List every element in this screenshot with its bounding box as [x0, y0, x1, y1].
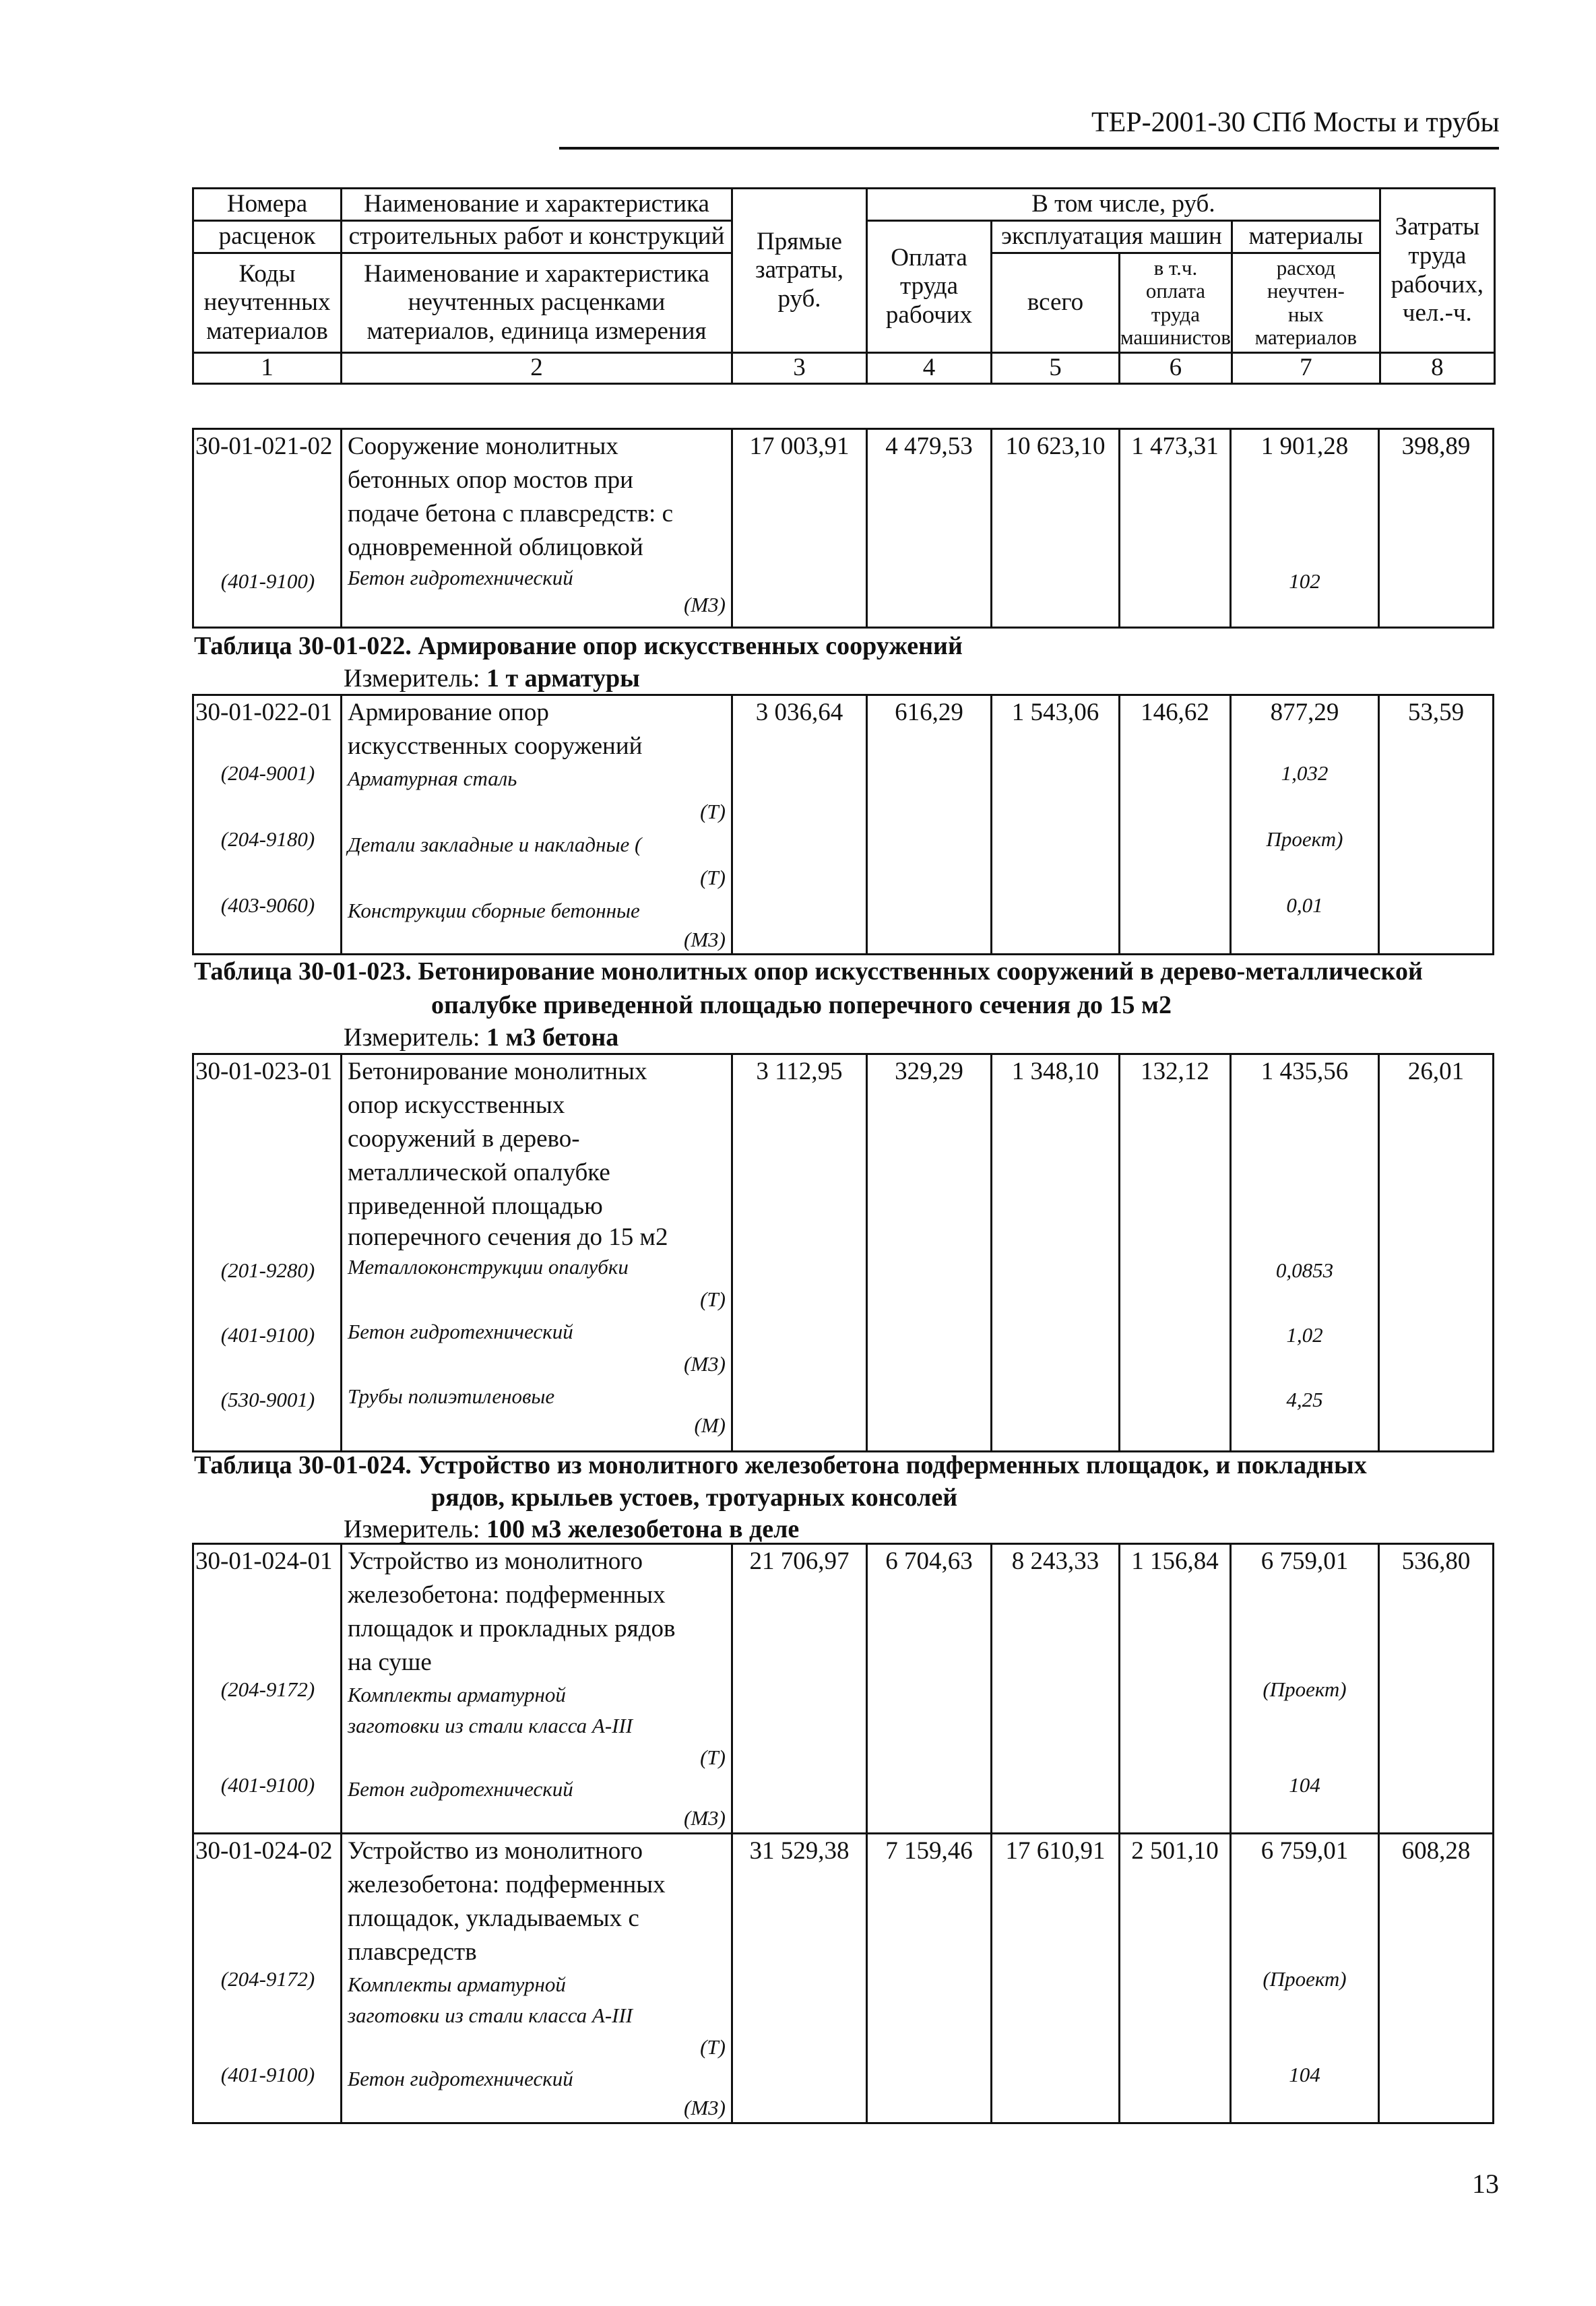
labor-cost: 329,29 [867, 1054, 992, 1452]
col-num-8: 8 [1380, 353, 1494, 384]
rate-name-line: площадок, укладываемых с [348, 1904, 639, 1932]
hdr-c4: Оплата труда рабочих [867, 221, 992, 353]
material-unit: (Т) [700, 2035, 726, 2059]
rate-name-line: поперечного сечения до 15 м2 [348, 1223, 668, 1251]
hdr-c6: в т.ч. оплата труда машинистов [1120, 253, 1232, 353]
materials-cost: 877,29 [1270, 699, 1339, 726]
page-number: 13 [1472, 2169, 1499, 2199]
material-code: (204-9180) [220, 827, 315, 851]
labor-hours: 398,89 [1379, 429, 1494, 628]
labor-cost: 7 159,46 [867, 1834, 992, 2123]
rate-code: 30-01-024-01 [195, 1547, 333, 1575]
rate-name-line: плавсредств [348, 1938, 477, 1966]
rate-code-cell [193, 429, 342, 628]
rate-name-line: Устройство из монолитного [348, 1547, 643, 1575]
rate-name-line: Устройство из монолитного [348, 1837, 643, 1865]
rate-name-cell [342, 1054, 732, 1452]
material-value: 102 [1289, 569, 1320, 593]
material-name: Арматурная сталь [348, 767, 517, 790]
rate-code: 30-01-023-01 [195, 1058, 333, 1085]
material-name-cont: заготовки из стали класса А-III [348, 2004, 633, 2027]
material-name: Бетон гидротехнический [348, 1777, 573, 1801]
col-num-5: 5 [992, 353, 1120, 384]
table-caption: Таблица 30-01-024. Устройство из монолитного железобетона подферменных площадок, и покладных [194, 1451, 1367, 1479]
meter: Измеритель: 1 м3 бетона [344, 1023, 619, 1052]
col-num-1: 1 [193, 353, 342, 384]
rate-table-024 [192, 1543, 1494, 2124]
rate-table-023 [192, 1053, 1494, 1452]
machine-cost: 1 543,06 [992, 695, 1120, 955]
material-unit: (Т) [700, 1287, 726, 1311]
rate-code: 30-01-022-01 [195, 699, 333, 726]
hdr-c2-bottom: Наименование и характеристика неучтенных расценками материалов, единица измерения [342, 253, 732, 353]
material-name: Металлоконструкции опалубки [348, 1255, 629, 1279]
direct-cost: 3 112,95 [732, 1054, 867, 1452]
material-value: 1,02 [1286, 1323, 1323, 1347]
rate-name-cell [342, 695, 732, 955]
material-unit: (М3) [684, 928, 726, 951]
material-code: (401-9100) [220, 1773, 315, 1797]
hdr-c8: Затраты труда рабочих, чел.-ч. [1380, 189, 1494, 353]
col-num-4: 4 [867, 353, 992, 384]
material-value: 4,25 [1286, 1388, 1323, 1411]
material-value: (Проект) [1263, 1677, 1347, 1701]
machinist-labor-cost: 2 501,10 [1120, 1834, 1231, 2123]
machinist-labor-cost: 1 473,31 [1120, 429, 1231, 628]
materials-cost-cell [1231, 1834, 1379, 2123]
rate-code-cell [193, 1054, 342, 1452]
rate-code: 30-01-021-02 [195, 433, 333, 460]
material-name: Комплекты арматурной [348, 1683, 566, 1706]
material-name: Комплекты арматурной [348, 1973, 566, 1996]
material-unit: (М3) [684, 1352, 726, 1376]
material-code: (401-9100) [220, 2063, 315, 2086]
hdr-c1-bottom: Коды неучтенных материалов [193, 253, 342, 353]
material-unit: (М3) [684, 593, 726, 616]
hdr-c1-top: Номера [193, 189, 342, 221]
rate-name-line: на суше [348, 1648, 432, 1676]
material-unit: (М3) [684, 1806, 726, 1830]
hdr-including: В том числе, руб. [867, 189, 1380, 221]
material-unit: (Т) [700, 866, 726, 889]
rate-name-line: подаче бетона с плавсредств: с [348, 500, 674, 527]
materials-cost-cell [1231, 1054, 1379, 1452]
rate-name-line: Сооружение монолитных [348, 433, 618, 460]
rate-name-cell [342, 429, 732, 628]
hdr-c2-mid: строительных работ и конструкций [342, 221, 732, 253]
material-code: (201-9280) [220, 1258, 315, 1282]
material-code: (530-9001) [220, 1388, 315, 1411]
table-caption-cont: рядов, крыльев устоев, тротуарных консолей [431, 1483, 958, 1512]
materials-cost: 1 435,56 [1260, 1058, 1349, 1085]
rate-name-line: искусственных сооружений [348, 732, 643, 760]
hdr-c1-mid: расценок [193, 221, 342, 253]
labor-cost: 4 479,53 [867, 429, 992, 628]
labor-hours: 608,28 [1379, 1834, 1494, 2123]
material-name: Бетон гидротехнический [348, 1320, 573, 1343]
rate-table-021 [192, 428, 1494, 629]
material-unit: (Т) [700, 800, 726, 823]
material-unit: (Т) [700, 1745, 726, 1769]
labor-hours: 536,80 [1379, 1544, 1494, 1834]
material-code: (204-9001) [220, 761, 315, 785]
material-code: (401-9100) [220, 1323, 315, 1347]
hdr-materials: материалы [1232, 221, 1380, 253]
material-value: 104 [1289, 2063, 1320, 2086]
material-value: Проект) [1266, 827, 1343, 851]
machinist-labor-cost: 132,12 [1120, 1054, 1231, 1452]
meter: Измеритель: 100 м3 железобетона в деле [344, 1515, 800, 1543]
col-num-7: 7 [1232, 353, 1380, 384]
hdr-c5: всего [992, 253, 1120, 353]
labor-cost: 6 704,63 [867, 1544, 992, 1834]
hdr-machines: эксплуатация машин [992, 221, 1232, 253]
material-value: 0,01 [1286, 893, 1323, 917]
rate-name-line: опор искусственных [348, 1091, 565, 1119]
machinist-labor-cost: 146,62 [1120, 695, 1231, 955]
hdr-c2-top: Наименование и характеристика [342, 189, 732, 221]
col-num-2: 2 [342, 353, 732, 384]
machine-cost: 8 243,33 [992, 1544, 1120, 1834]
material-value: 104 [1289, 1773, 1320, 1797]
rate-code: 30-01-024-02 [195, 1837, 333, 1865]
rate-name-line: площадок и прокладных рядов [348, 1615, 676, 1642]
machine-cost: 17 610,91 [992, 1834, 1120, 2123]
machine-cost: 10 623,10 [992, 429, 1120, 628]
hdr-c7: расход неучтен- ных материалов [1232, 253, 1380, 353]
machine-cost: 1 348,10 [992, 1054, 1120, 1452]
rate-name-cell [342, 1544, 732, 1834]
rate-table-022 [192, 694, 1494, 955]
materials-cost: 6 759,01 [1260, 1837, 1349, 1865]
labor-hours: 26,01 [1379, 1054, 1494, 1452]
material-code: (401-9100) [220, 569, 315, 593]
material-name-cont: заготовки из стали класса А-III [348, 1714, 633, 1737]
rate-code-cell [193, 1544, 342, 1834]
material-code: (204-9172) [220, 1967, 315, 1991]
material-name: Бетон гидротехнический [348, 2067, 573, 2090]
direct-cost: 21 706,97 [732, 1544, 867, 1834]
material-unit: (М3) [684, 2096, 726, 2119]
labor-cost: 616,29 [867, 695, 992, 955]
direct-cost: 17 003,91 [732, 429, 867, 628]
materials-cost: 1 901,28 [1260, 433, 1349, 460]
rate-name-line: сооружений в дерево- [348, 1125, 580, 1153]
material-name: Бетон гидротехнический [348, 566, 573, 589]
machinist-labor-cost: 1 156,84 [1120, 1544, 1231, 1834]
rate-name-line: бетонных опор мостов при [348, 466, 633, 494]
material-code: (204-9172) [220, 1677, 315, 1701]
table-caption-cont: опалубке приведенной площадью поперечного сечения до 15 м2 [431, 991, 1172, 1019]
rate-name-line: металлической опалубке [348, 1159, 610, 1186]
col-num-6: 6 [1120, 353, 1232, 384]
material-value: (Проект) [1263, 1967, 1347, 1991]
materials-cost: 6 759,01 [1260, 1547, 1349, 1575]
rate-code-cell [193, 695, 342, 955]
rate-name-cell [342, 1834, 732, 2123]
labor-hours: 53,59 [1379, 695, 1494, 955]
material-value: 1,032 [1281, 761, 1329, 785]
rate-name-line: Армирование опор [348, 699, 549, 726]
table-caption: Таблица 30-01-023. Бетонирование монолитных опор искусственных сооружений в дерево-металлической [194, 957, 1423, 986]
materials-cost-cell [1231, 429, 1379, 628]
meter: Измеритель: 1 т арматуры [344, 664, 640, 693]
direct-cost: 31 529,38 [732, 1834, 867, 2123]
column-header-table [192, 187, 1496, 385]
materials-cost-cell [1231, 695, 1379, 955]
header-rule [559, 147, 1499, 150]
materials-cost-cell [1231, 1544, 1379, 1834]
table-caption: Таблица 30-01-022. Армирование опор искусственных сооружений [194, 632, 963, 660]
rate-name-line: железобетона: подферменных [348, 1871, 666, 1898]
rate-name-line: приведенной площадью [348, 1192, 603, 1220]
hdr-c3: Прямые затраты, руб. [732, 189, 867, 353]
direct-cost: 3 036,64 [732, 695, 867, 955]
page-header-title: ТЕР-2001-30 СПб Мосты и трубы [1091, 107, 1500, 138]
material-name: Трубы полиэтиленовые [348, 1384, 555, 1408]
col-num-3: 3 [732, 353, 867, 384]
material-value: 0,0853 [1275, 1258, 1334, 1282]
material-name: Конструкции сборные бетонные [348, 899, 640, 922]
rate-name-line: железобетона: подферменных [348, 1581, 666, 1609]
rate-name-line: Бетонирование монолитных [348, 1058, 647, 1085]
material-name: Детали закладные и накладные ( [348, 833, 642, 856]
material-unit: (М) [694, 1413, 726, 1437]
rate-name-line: одновременной облицовкой [348, 534, 643, 561]
material-code: (403-9060) [220, 893, 315, 917]
rate-code-cell [193, 1834, 342, 2123]
